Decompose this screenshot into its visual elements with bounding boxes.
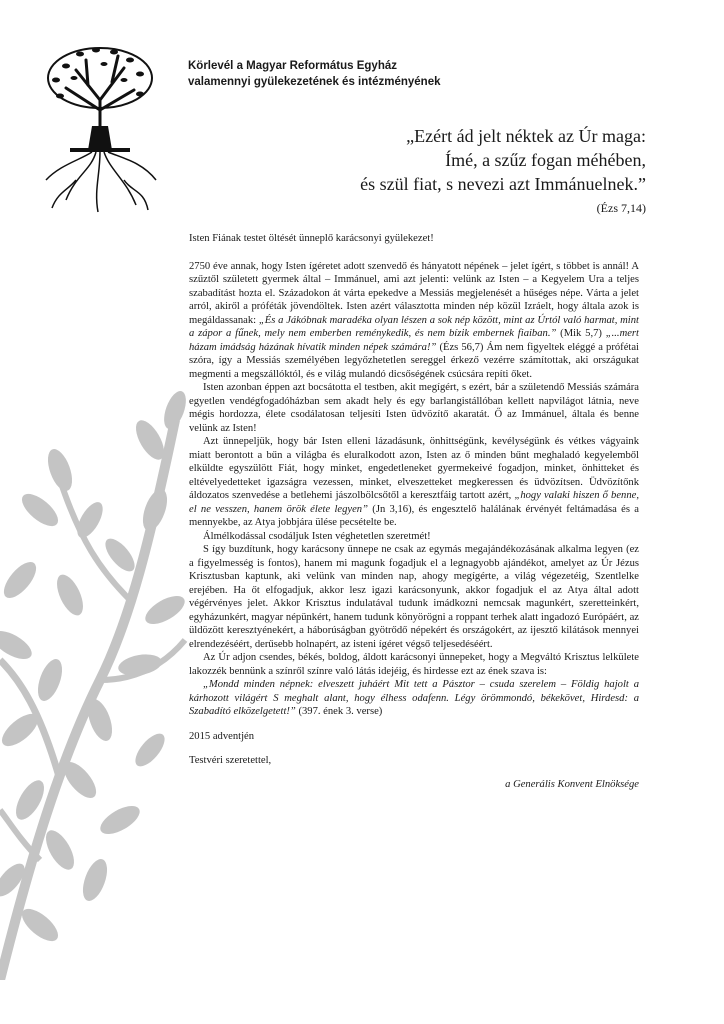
paragraph-1-text-end: (Ézs 56,7) Ám nem figyeltek eléggé a prófétai szóra, így a Messiás személyében legyőzhetetlen sereggel érkező vezérre számítottak, aki országukat megmenti a megszállóktól, és e világ mulandó dicsőségének csúcsára repíti őket. bbox=[189, 341, 639, 380]
letter-header bbox=[188, 58, 608, 90]
letter-greeting: Isten Fiának testet öltését ünneplő karácsonyi gyülekezet! bbox=[189, 233, 434, 244]
ref-micah: (Mik 5,7) bbox=[556, 328, 606, 339]
paragraph-7 bbox=[189, 678, 639, 719]
leafy-branch-decoration bbox=[0, 380, 190, 980]
paragraph-2: Isten azonban éppen azt bocsátotta el testben, akit megígért, s ezért, bár a születendő Messiás számára egyetlen vendégfogadóházban sem akadt hely és egy barlangistállóban kellett napvilágot látnia, neve mégis hordozza, élete csodálatosan teljesíti Isten üdvözítő akaratát. Ő az Immánuel, általa és benne velünk az Isten! bbox=[189, 382, 639, 434]
quote-line-3: és szül fiat, s nevezi azt Immánuelnek.” bbox=[360, 174, 646, 194]
tree-with-roots-logo bbox=[36, 40, 164, 216]
letter-closing: Testvéri szeretettel, bbox=[189, 755, 272, 766]
paragraph-3-text: Azt ünnepeljük, hogy bár Isten elleni lázadásunk, önhittségünk, kevélységünk és vétkes vágyaink miatt berontott a bűn a világba és eluralkodott azon, Isten az ő minden bűnt meghaladó kegyelemből elküldte egyszülött Fiát, hogy minket, engedetleneket gyermekeivé fogadjon, minket, önhitteket és eltévelyedetteket igazságra vezessen, minket, elveszetteket megkeressen és üdvözítsen. Üdvözítőnk áldozatos szenvedése a betlehemi jászolbölcsőtől a keresztfáig tartott azért, bbox=[189, 436, 639, 501]
quote-reference: (Ézs 7,14) bbox=[596, 201, 646, 215]
paragraph-4: Álmélkodással csodáljuk Isten véghetetlen szeretmét! bbox=[203, 530, 431, 542]
paragraph-6: Az Úr adjon csendes, békés, boldog, áldott karácsonyi ünnepeket, hogy a Megváltó Krisztus lelkülete lakozzék bennünk a színről színre való látás idejéig, és hirdesse ezt az ének szava is: bbox=[189, 652, 639, 677]
quote-micah: „És a Jákóbnak maradéka olyan lészen a sok nép között, mint az Úrtól való harmat, mint a zápor a fűnek, mely nem emberben reménykedik, és nem bízik embernek fiaiban.” bbox=[189, 314, 639, 339]
paragraph-1-text: 2750 éve annak, hogy Isten ígéretet adott szenvedő és hányatott népének – jelet ígért, s többet is annál! A szűztől született gyermek által – Immánuel, ami azt jelenti: velünk az Isten – a Kegyelem Ura a teljes szabadítást hozta el. Századokon át várta epekedve a Messiás megjelenését a hűséges népe. Várta a jelet arról, akiről a próféták jövendöltek. Isten azért választotta minden nép közül Izráelt, hogy általa azok is megáldassanak: bbox=[189, 260, 639, 326]
bible-quote bbox=[226, 124, 646, 217]
quote-line-2: Ímé, a szűz fogan méhében, bbox=[445, 150, 646, 170]
quote-line-1: „Ezért ád jelt néktek az Úr maga: bbox=[406, 126, 646, 146]
quote-isaiah: „...mert házam imádság házának hívatik minden népek számára!” bbox=[189, 328, 639, 353]
quote-john: „hogy valaki hiszen ő benne, el ne vesszen, hanem örök élete legyen” bbox=[189, 490, 639, 515]
header-line-2: valamennyi gyülekezetének és intézményének bbox=[188, 76, 441, 88]
letter-body bbox=[189, 232, 639, 791]
hymn-reference: (397. ének 3. verse) bbox=[295, 706, 383, 717]
hymn-quote: „Mondd minden népnek: elveszett juháért Mit tett a Pásztor – csuda szerelem – Földig hajolt a kárhozott világért S meghalt alant, hogy élhess odafenn. Légy örömmondó, békekövet, Hirdesd: a Szabadító elközelgetett!” bbox=[189, 679, 639, 717]
paragraph-3 bbox=[189, 435, 639, 530]
paragraph-1 bbox=[189, 260, 639, 382]
letter-signature: a Generális Konvent Elnöksége bbox=[505, 778, 639, 790]
paragraph-5: S így buzdítunk, hogy karácsony ünnepe ne csak az egymás megajándékozásának alkalma legyen (ez a figyelmesség is fontos), hanem mi magunk fogadjuk el a legnagyobb ajándékot, amelyet az Úr Jézus Krisztusban kaptunk, aki velünk van minden nap, ahogy megígérte, a világ végezetéig, Szentlelke erejében. Ha őt elfogadjuk, akkor lesz igazi karácsonyunk, akkor fogadjuk el az Atya által adott végérvényes jelet. Akkor Krisztus indulatával tudunk imádkozni nemcsak magunkért, szeretteinkért, egyházunkért, magyar népünkért, hanem tudunk könyörögni a roppant terhek alatt ingadozó Európáért, az üldözött keresztyénekért, a háborúságban gyötrődő népekért és országokért, az ijesztő kilátások mennyei elrendezéséért, derűsebb holnapért, az isteni ígéret végső teljesedéséért. bbox=[189, 544, 639, 650]
paragraph-3-text-end: (Jn 3,16), és engesztelő halálának érvényét feltámadása és a mennyekbe, az Atya jobbjára ülése pecsételte be. bbox=[189, 503, 639, 528]
header-line-1: Körlevél a Magyar Református Egyház bbox=[188, 60, 397, 72]
letter-date: 2015 adventjén bbox=[189, 730, 255, 742]
